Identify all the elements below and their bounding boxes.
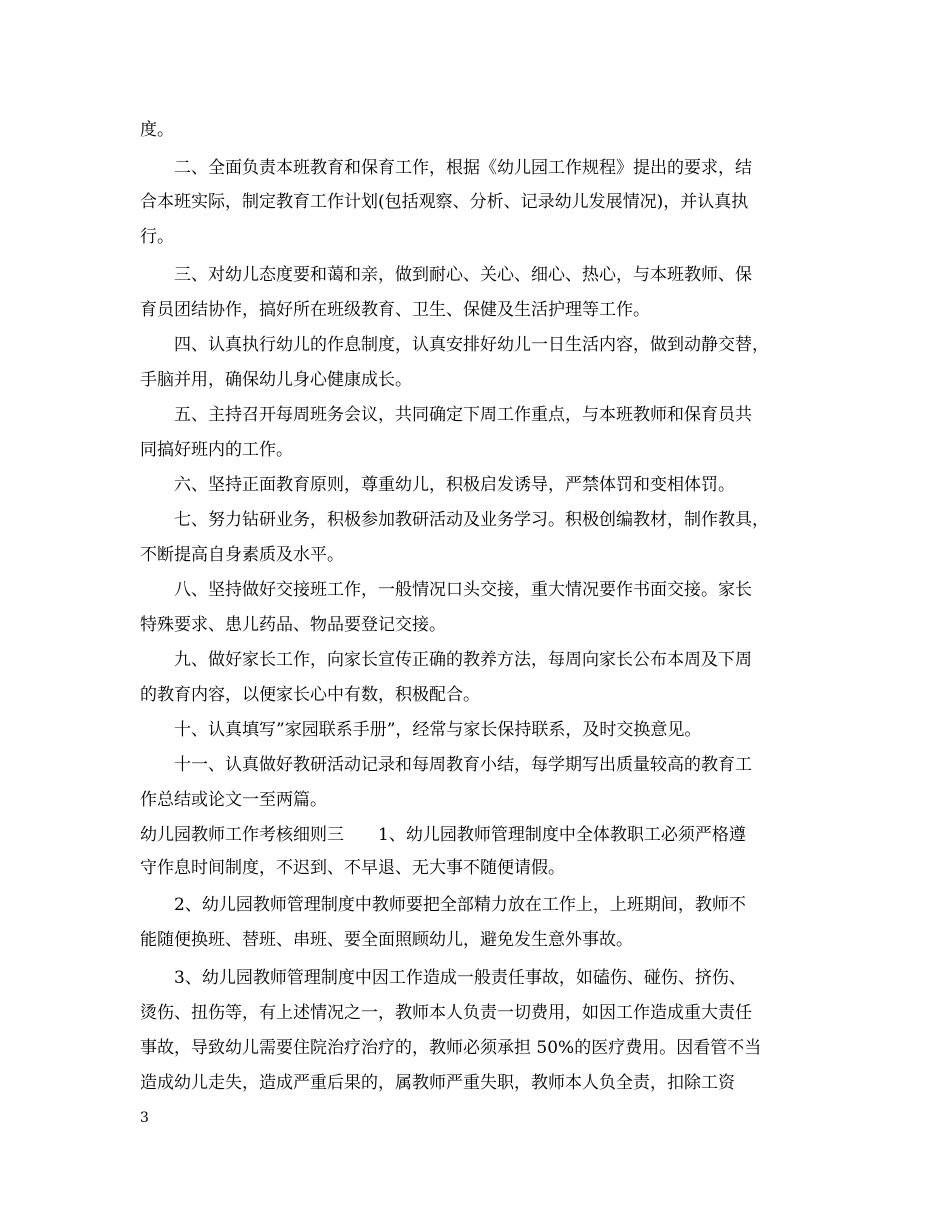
text-line: 烫伤、扭伤等，有上述情况之一，教师本人负责一切费用，如因工作造成重大责任 [140,1003,752,1023]
text-line: 育员团结协作，搞好所在班级教育、卫生、保健及生活护理等工作。 [140,300,650,320]
text-line: 能随便换班、替班、串班、要全面照顾幼儿，避免发生意外事故。 [140,930,633,950]
text-line: 七、努力钻研业务，积极参加教研活动及业务学习。积极创编教材，制作教具， [140,510,769,530]
text-line: 手脑并用，确保幼儿身心健康成长。 [140,370,412,390]
text-line: 度。 [140,120,174,140]
text-line: 3、幼儿园教师管理制度中因工作造成一般责任事故，如磕伤、碰伤、挤伤、 [140,968,746,988]
text-line: 的教育内容，以便家长心中有数，积极配合。 [140,685,480,705]
text-line: 合本班实际，制定教育工作计划(包括观察、分析、记录幼儿发展情况)，并认真执 [140,192,749,212]
text-line: 六、坚持正面教育原则，尊重幼儿，积极启发诱导，严禁体罚和变相体罚。 [140,475,735,495]
text-line: 三、对幼儿态度要和蔼和亲，做到耐心、关心、细心、热心，与本班教师、保 [140,265,752,285]
text-line: 事故，导致幼儿需要住院治疗治疗的，教师必须承担 50%的医疗费用。因看管不当 [140,1038,762,1058]
text-line: 作总结或论文一至两篇。 [140,790,327,810]
text-line: 十、认真填写”家园联系手册”，经常与家长保持联系，及时交换意见。 [140,720,702,740]
text-line: 特殊要求、患儿药品、物品要登记交接。 [140,615,446,635]
text-line: 同搞好班内的工作。 [140,440,293,460]
text-line: 不断提高自身素质及水平。 [140,545,344,565]
text-line: 二、全面负责本班教育和保育工作，根据《幼儿园工作规程》提出的要求，结 [140,158,752,178]
text-line: 八、坚持做好交接班工作，一般情况口头交接，重大情况要作书面交接。家长 [140,580,752,600]
text-line: 守作息时间制度，不迟到、不早退、无大事不随便请假。 [140,858,565,878]
text-line: 行。 [140,227,174,247]
text-line: 十一、认真做好教研活动记录和每周教育小结，每学期写出质量较高的教育工 [140,755,752,775]
text-line: 造成幼儿走失，造成严重后果的，属教师严重失职，教师本人负全责，扣除工资 [140,1073,735,1093]
text-line: 九、做好家长工作，向家长宣传正确的教养方法，每周向家长公布本周及下周 [140,650,752,670]
text-line: 2、幼儿园教师管理制度中教师要把全部精力放在工作上，上班期间，教师不 [140,895,746,915]
text-line: 四、认真执行幼儿的作息制度，认真安排好幼儿一日生活内容，做到动静交替， [140,335,769,355]
page-number: 3 [140,1110,149,1126]
text-line: 五、主持召开每周班务会议，共同确定下周工作重点，与本班教师和保育员共 [140,405,752,425]
text-line: 幼儿园教师工作考核细则三 1、幼儿园教师管理制度中全体教职工必须严格遵 [140,825,746,845]
